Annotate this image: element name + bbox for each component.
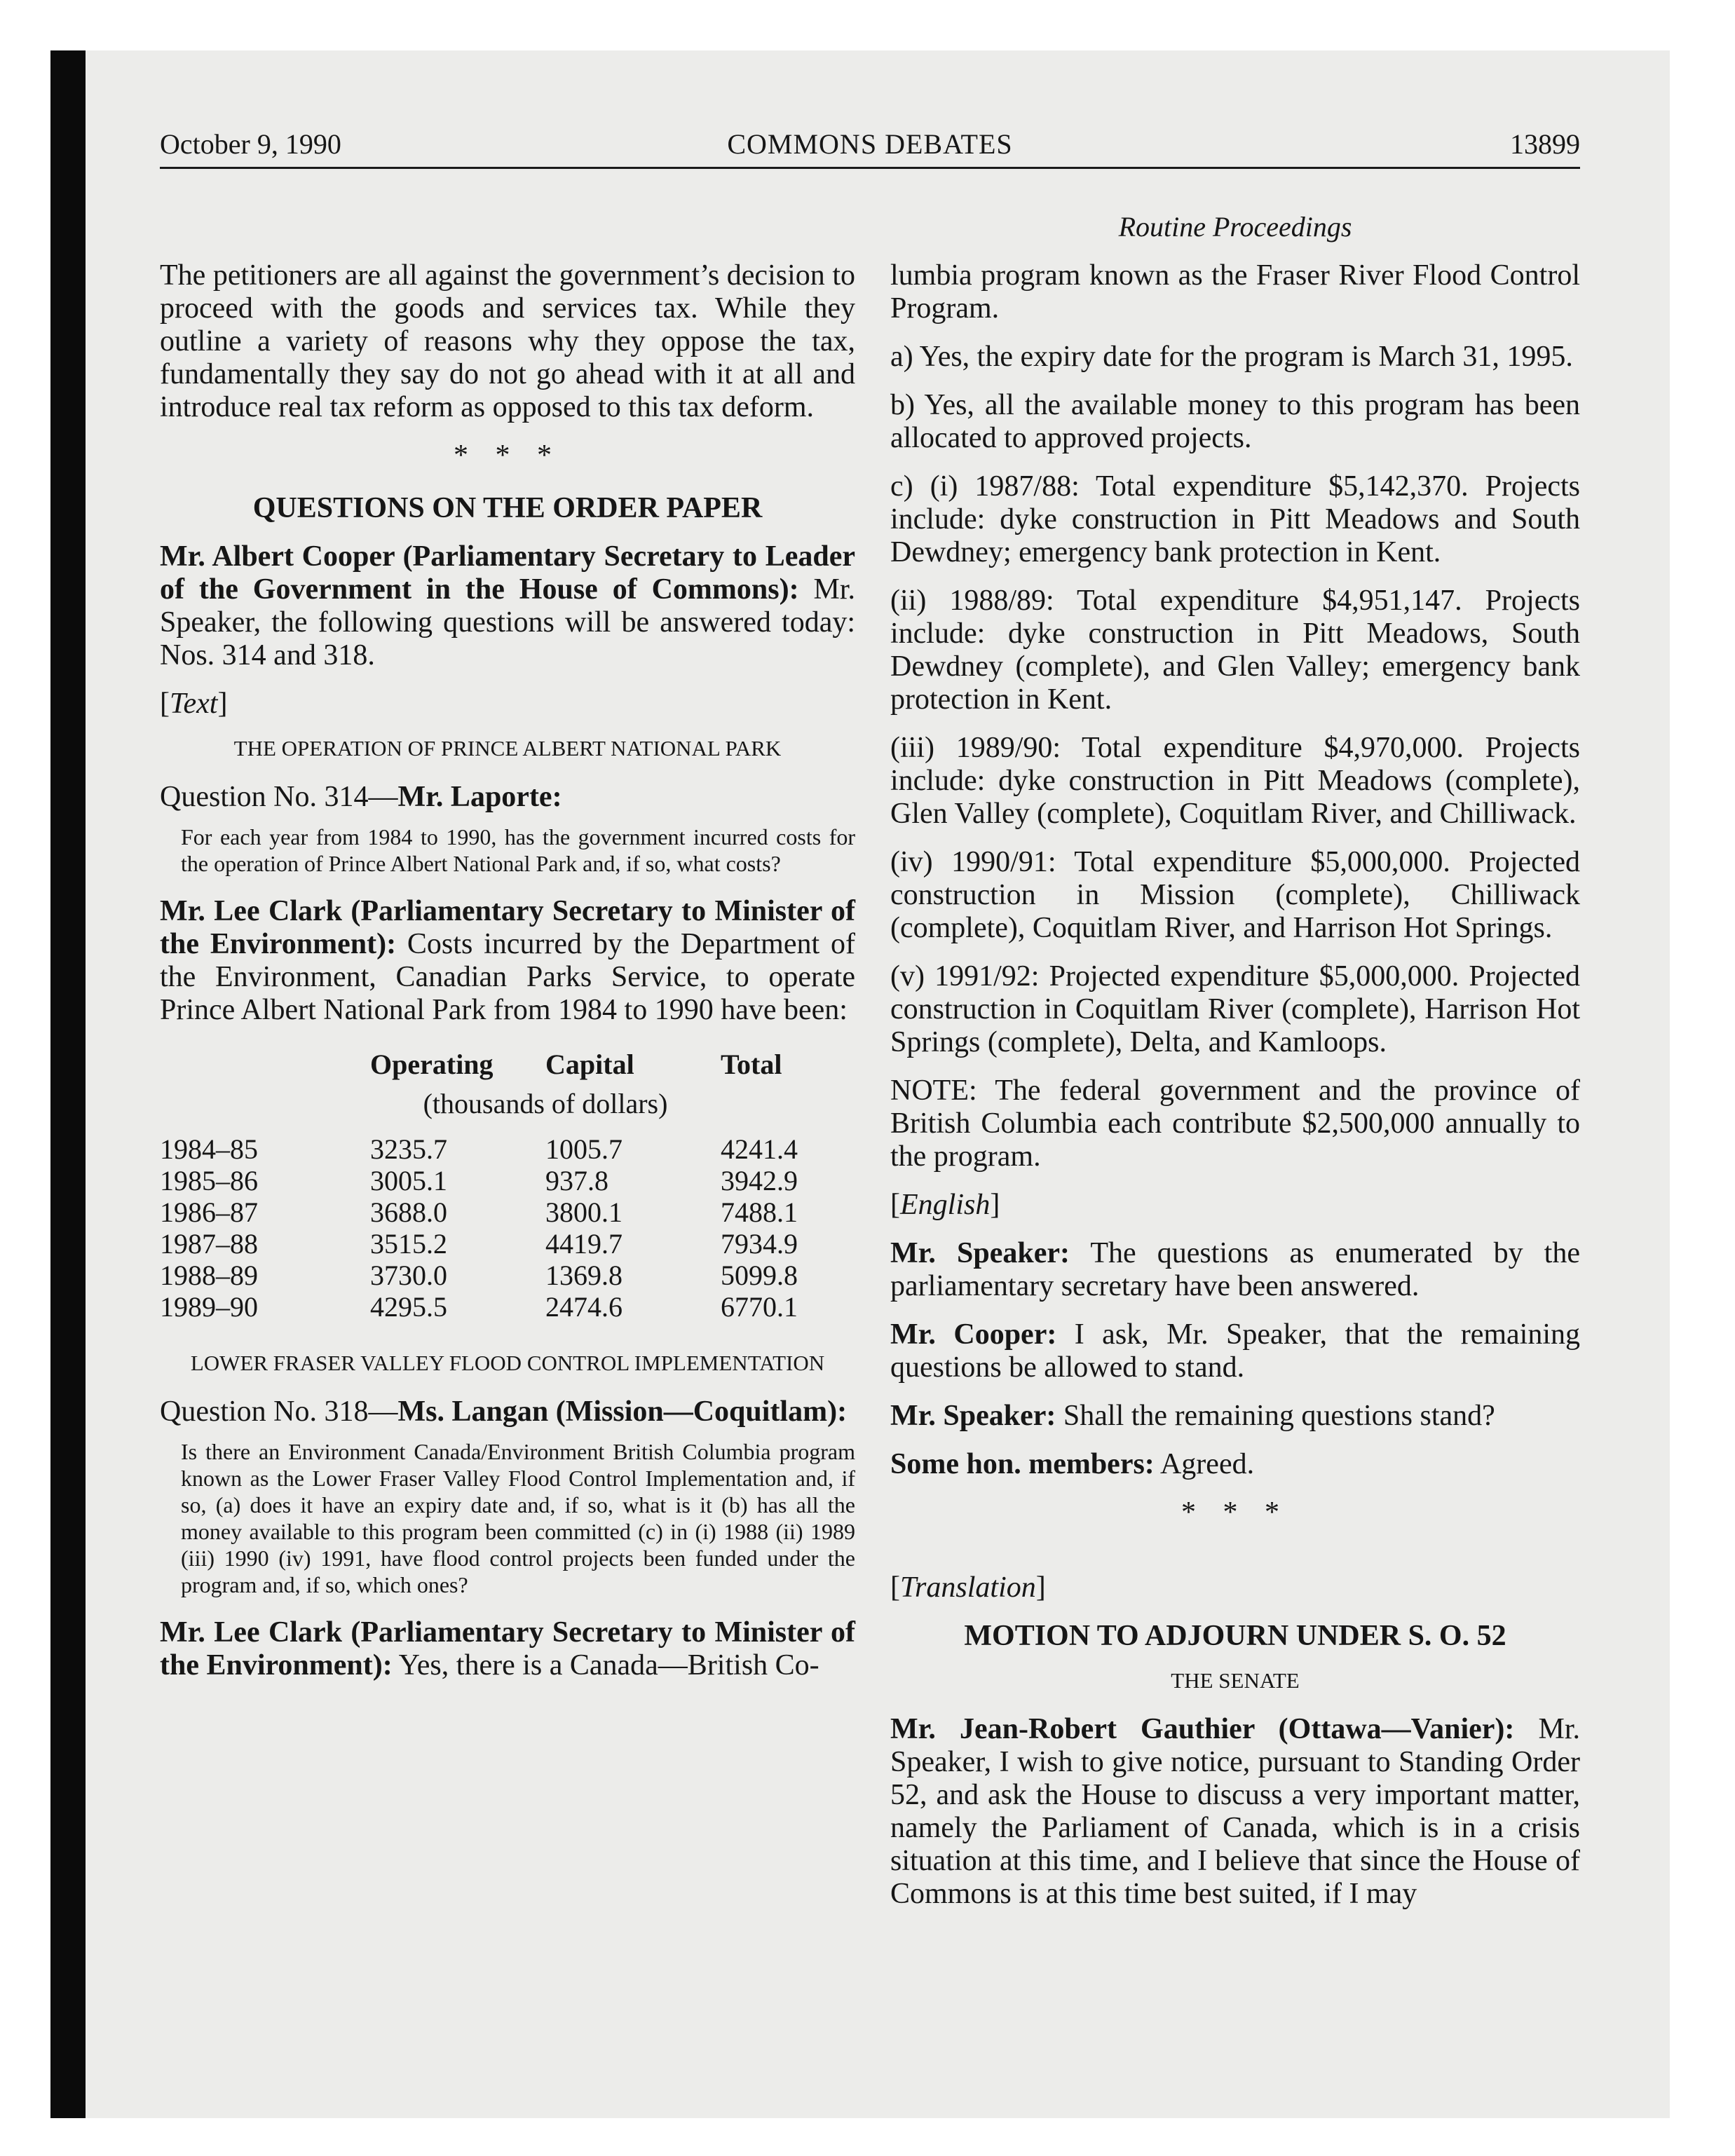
- table-unit-blank: [160, 1088, 370, 1133]
- table-cell-total: 6770.1: [721, 1291, 798, 1323]
- park-costs-table: [160, 1048, 855, 1323]
- q318-subject: LOWER FRASER VALLEY FLOOD CONTROL IMPLEMENTATION: [190, 1351, 825, 1375]
- translation-tag: [Translation]: [890, 1571, 1046, 1604]
- table-header-total: Total: [721, 1049, 782, 1080]
- statement-text: Costs incurred by the Department of the Environment, Canadian Parks Service, to operate Prince Albert National Park from 1984 to 1990 have been:: [160, 928, 855, 1026]
- answer-part-c-v: (v) 1991/92: Projected expenditure $5,000,000. Projected construction in Coquitlam River (complete), Harrison Hot Springs (complete), Delta, and Kamloops.: [890, 960, 1580, 1058]
- header-page-number: 13899: [1510, 128, 1580, 160]
- section-divider-stars: * * *: [454, 439, 562, 472]
- table-unit-blank: [721, 1088, 855, 1133]
- speaker-name: Mr. Lee Clark (Parliamentary Secretary to Minister of the Environment):: [160, 1616, 855, 1681]
- speaker-name: Mr. Lee Clark (Parliamentary Secretary to Minister of the Environment):: [160, 895, 855, 960]
- speaker-name: Mr. Albert Cooper (Parliamentary Secretary to Leader of the Government in the House of Commons):: [160, 540, 855, 606]
- table-cell-operating: 3730.0: [370, 1260, 447, 1291]
- table-cell-year: 1987–88: [160, 1228, 258, 1260]
- table-cell-capital: 937.8: [545, 1165, 608, 1196]
- table-row: [160, 1260, 855, 1291]
- table-row: [160, 1228, 855, 1260]
- table-cell-year: 1986–87: [160, 1196, 258, 1228]
- cooper-statement-2: [890, 1318, 1580, 1384]
- senate-subject: THE SENATE: [1171, 1668, 1300, 1693]
- question-number: Question No. 318—: [160, 1396, 398, 1428]
- motion-heading: MOTION TO ADJOURN UNDER S. O. 52: [964, 1620, 1506, 1652]
- table-cell-year: 1988–89: [160, 1260, 258, 1291]
- q314-heading: [160, 781, 855, 814]
- speaker-name: Mr. Jean-Robert Gauthier (Ottawa—Vanier):: [890, 1713, 1515, 1745]
- table-cell-total: 7488.1: [721, 1196, 798, 1228]
- table-cell-capital: 1005.7: [545, 1133, 622, 1165]
- answer-part-c-iii: (iii) 1989/90: Total expenditure $4,970,000. Projects include: dyke construction in Pitt Meadows (complete), Glen Valley (complete), Coquitlam River, and Chilliwack.: [890, 732, 1580, 830]
- statement-text: Mr. Speaker, I wish to give notice, pursuant to Standing Order 52, and ask the House to discuss a very important matter, namely the Parliament of Canada, which is in a crisis situation at this time, and I believe that since the House of Commons is at this time best suited, if I may: [890, 1713, 1581, 1910]
- section-label: Routine Proceedings: [1118, 211, 1352, 243]
- table-cell-operating: 3005.1: [370, 1165, 447, 1196]
- table-header-operating: Operating: [370, 1049, 494, 1080]
- table-row: [160, 1165, 855, 1196]
- right-column: [890, 259, 1580, 1926]
- table-cell-capital: 2474.6: [545, 1291, 622, 1323]
- speaker-name: Mr. Speaker:: [890, 1237, 1070, 1269]
- table-cell-total: 4241.4: [721, 1133, 798, 1165]
- members-statement: [890, 1448, 1580, 1481]
- q318-heading: [160, 1396, 855, 1428]
- table-cell-year: 1984–85: [160, 1133, 258, 1165]
- table-header-row: [160, 1048, 855, 1088]
- table-cell-operating: 4295.5: [370, 1291, 447, 1323]
- questions-heading: QUESTIONS ON THE ORDER PAPER: [252, 492, 763, 524]
- answer-part-c-ii: (ii) 1988/89: Total expenditure $4,951,147. Projects include: dyke construction in Pitt Meadows, South Dewdney (complete), and Glen Valley; emergency bank protection in Kent.: [890, 585, 1580, 716]
- q314-subject: THE OPERATION OF PRINCE ALBERT NATIONAL PARK: [233, 736, 782, 760]
- question-member: Ms. Langan (Mission—Coquitlam):: [397, 1396, 848, 1428]
- statement-text: The questions as enumerated by the parliamentary secretary have been answered.: [890, 1237, 1580, 1302]
- statement-text: Yes, there is a Canada—British Co-: [392, 1649, 819, 1681]
- binding-shadow: [50, 50, 86, 2118]
- answer-part-c-iv: (iv) 1990/91: Total expenditure $5,000,000. Projected construction in Mission (complete), Chilliwack (complete), Coquitlam River, and Harrison Hot Springs.: [890, 846, 1580, 944]
- table-header-blank: [160, 1048, 370, 1088]
- table-row: [160, 1133, 855, 1165]
- text-tag: [Text]: [160, 688, 228, 720]
- translation-tag-label: Translation: [900, 1571, 1036, 1604]
- table-cell-capital: 4419.7: [545, 1228, 622, 1260]
- statement-text: Shall the remaining questions stand?: [1056, 1400, 1495, 1432]
- header-title: COMMONS DEBATES: [727, 128, 1013, 160]
- speaker-statement-2: [890, 1400, 1580, 1433]
- table-cell-year: 1989–90: [160, 1291, 258, 1323]
- answer-part-c-i: c) (i) 1987/88: Total expenditure $5,142,370. Projects include: dyke construction in Pitt Meadows and South Dewdney; emergency bank protection in Kent.: [890, 470, 1580, 568]
- table-row: [160, 1291, 855, 1323]
- table-unit: (thousands of dollars): [423, 1088, 668, 1119]
- english-tag-label: English: [900, 1189, 991, 1221]
- gauthier-statement: [890, 1713, 1580, 1911]
- text-tag-label: Text: [170, 688, 218, 720]
- table-cell-total: 5099.8: [721, 1260, 798, 1291]
- table-header-capital: Capital: [545, 1049, 634, 1080]
- table-cell-total: 7934.9: [721, 1228, 798, 1260]
- left-column: [160, 259, 855, 1698]
- table-cell-total: 3942.9: [721, 1165, 798, 1196]
- answer-part-b: b) Yes, all the available money to this program has been allocated to approved projects.: [890, 389, 1580, 454]
- english-tag: [English]: [890, 1189, 1000, 1221]
- speaker-name: Mr. Speaker:: [890, 1400, 1056, 1432]
- q318-text: Is there an Environment Canada/Environment British Columbia program known as the Lower Fraser Valley Flood Control Implementation and, if so, (a) does it have an expiry date and, if so, what is it (b) has all the money available to this program been committed (c) in (i) 1988 (ii) 1989 (iii) 1990 (iv) 1991, have flood control projects been funded under the program and, if so, which ones?: [181, 1439, 855, 1597]
- answer-note: NOTE: The federal government and the province of British Columbia each contribute $2,500,000 annually to the program.: [890, 1074, 1580, 1173]
- clark-answer-314: [160, 895, 855, 1027]
- table-unit-row: [160, 1088, 855, 1133]
- question-number: Question No. 314—: [160, 781, 398, 813]
- page-header: [160, 128, 1580, 169]
- question-member: Mr. Laporte:: [397, 781, 562, 813]
- table-row: [160, 1196, 855, 1228]
- statement-text: I ask, Mr. Speaker, that the remaining questions be allowed to stand.: [890, 1318, 1581, 1384]
- q314-text: For each year from 1984 to 1990, has the government incurred costs for the operation of Prince Albert National Park and, if so, what costs?: [181, 824, 855, 876]
- table-cell-operating: 3515.2: [370, 1228, 447, 1260]
- table-cell-capital: 1369.8: [545, 1260, 622, 1291]
- clark-answer-318: [160, 1616, 855, 1682]
- speaker-name: Mr. Cooper:: [890, 1318, 1057, 1351]
- answer-continuation: lumbia program known as the Fraser River Flood Control Program.: [890, 259, 1580, 325]
- cooper-statement: [160, 540, 855, 672]
- speaker-statement-1: [890, 1237, 1580, 1303]
- header-date: October 9, 1990: [160, 128, 341, 160]
- speaker-name: Some hon. members:: [890, 1448, 1155, 1480]
- statement-text: Mr. Speaker, the following questions will be answered today: Nos. 314 and 318.: [160, 573, 856, 671]
- answer-part-a: a) Yes, the expiry date for the program is March 31, 1995.: [890, 341, 1573, 373]
- table-cell-operating: 3688.0: [370, 1196, 447, 1228]
- table-cell-operating: 3235.7: [370, 1133, 447, 1165]
- statement-text: Agreed.: [1154, 1448, 1255, 1480]
- section-divider-stars: * * *: [1181, 1496, 1289, 1529]
- table-cell-year: 1985–86: [160, 1165, 258, 1196]
- petition-paragraph: The petitioners are all against the government’s decision to proceed with the goods and services tax. While they outline a variety of reasons why they oppose the tax, fundamentally they say do not go ahead with it at all and introduce real tax reform as opposed to this tax deform.: [160, 259, 855, 423]
- table-cell-capital: 3800.1: [545, 1196, 622, 1228]
